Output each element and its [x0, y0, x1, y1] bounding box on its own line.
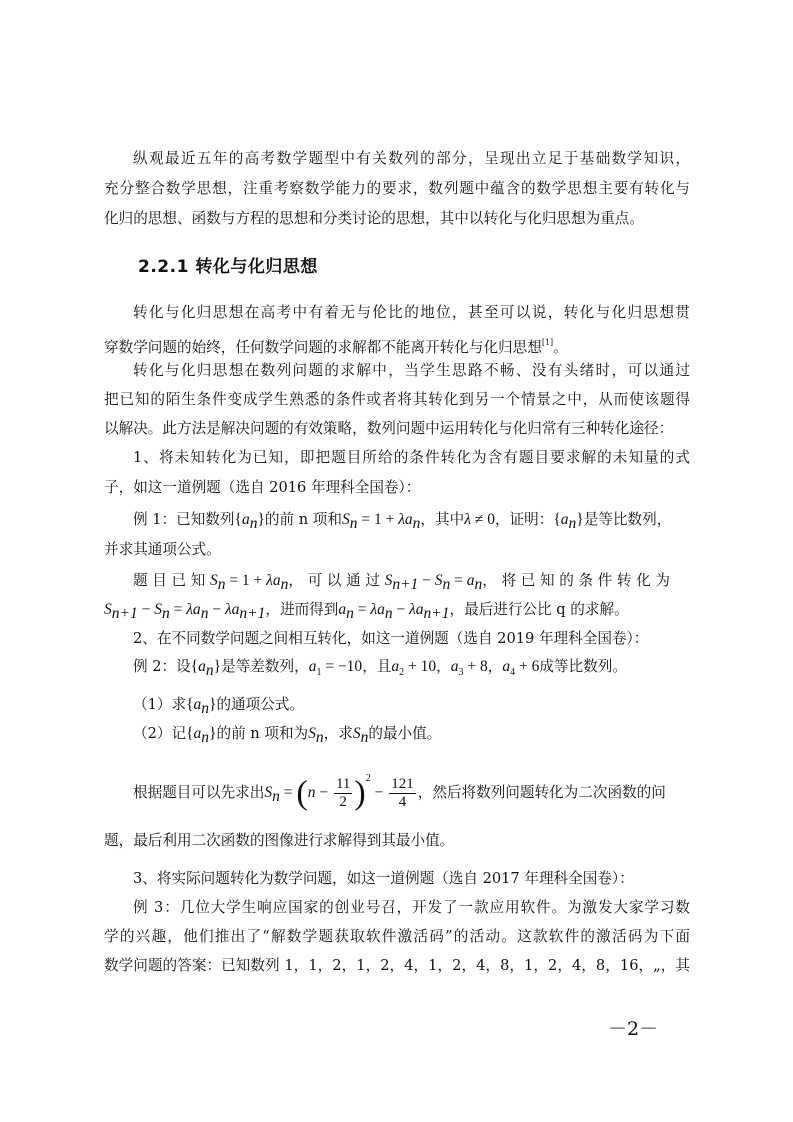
item-2-line-1: 2、在不同数学问题之间相互转化，如这一道例题（选自 2019 年理科全国卷）：: [133, 630, 649, 647]
question-2-text-c: ，求: [323, 725, 353, 742]
math-a2: $a_2 + 10$: [391, 658, 437, 679]
example-2-question-1: [133, 694, 304, 716]
paragraph-method-line-2: 把已知的陌生条件变成学生熟悉的条件或者将其转化到另一个情景之中，从而使该题得: [104, 391, 690, 408]
fraction-121-over-4: $\frac{121}{4}$: [391, 775, 414, 810]
example-1-text-a: 例 1：已知数列: [133, 511, 235, 528]
example-2-text-b: 是等差数列，: [221, 658, 309, 675]
result-text-2: ，然后将数列问题转化为二次函数的问: [417, 784, 666, 801]
example-2-result-line: [133, 771, 690, 815]
example-2-text-c: ，且: [362, 658, 392, 675]
example-1-solution-line-1: [133, 570, 690, 592]
example-1-solution-line-2: [104, 599, 690, 621]
item-1-line-1: 1、将未知转化为已知，即把题目所给的条件转化为含有题目要求解的未知量的式: [133, 449, 690, 466]
example-3-line-1: 例 3：几位大学生响应国家的创业号召，开发了一款应用软件。为激发大家学习数: [133, 899, 690, 916]
math-lambda-condition: λ ≠ 0: [464, 511, 495, 528]
example-3-line-2: 学的兴趣，他们推出了“解数学题获取软件激活码”的活动。这款软件的激活码为下面: [104, 928, 690, 945]
example-2-text-a: 例 2：设: [133, 658, 191, 675]
math-sn-formula: $S_n = 1 + \lambda a_n$: [341, 511, 421, 533]
example-2-result-line-2: 题，最后利用二次函数的图像进行求解得到其最小值。: [104, 832, 455, 849]
question-2-text-a: （2）记: [133, 725, 187, 742]
item-1-line-2: 子，如这一道例题（选自 2016 年理科全国卷）：: [104, 479, 421, 496]
example-2-text-e: ，: [487, 658, 503, 675]
solution-text-4: ，进而得到: [265, 601, 339, 618]
math-sequence-an-5: $\{a_n\}$: [186, 725, 217, 747]
question-1-text-b: 的通项公式。: [216, 696, 305, 713]
paragraph-status-line-2: [104, 332, 690, 354]
question-2-text-d: 的最小值。: [368, 725, 442, 742]
item-3-line-1: 3、将实际问题转化为数学问题，如这一道例题（选自 2017 年理科全国卷）：: [133, 870, 634, 887]
solution-text-2: ， 可 以 通 过: [288, 572, 380, 589]
example-1-text-c: ，其中: [420, 511, 465, 528]
example-1-text-e: 是等比数列，: [583, 511, 672, 528]
paragraph-status-line-1: 转化与化归思想在高考中有着无与伦比的地位，甚至可以说，转化与化归思想贯: [133, 304, 690, 321]
paragraph-method-line-3: 以解决。此方法是解决问题的有效策略，数列问题中运用转化与化归常有三种转化途径：: [104, 420, 674, 437]
math-sequence-an-2: $\{a_n\}$: [553, 511, 584, 533]
math-a3: $a_3 + 8$: [450, 658, 488, 679]
math-result: $a_n = \lambda a_n - \lambda a_{n+1}$: [338, 601, 450, 623]
math-a1: $a_1 = -10$: [308, 658, 363, 679]
section-heading: 2.2.1 转化与化归思想: [138, 257, 318, 277]
math-sn-expression: $S_n = (n$ − $\frac{11}{2}$ )$^2$ − $\frac{121}{4}$: [264, 773, 414, 812]
solution-text-5: ，最后进行公比 q 的求解。: [449, 601, 629, 618]
paragraph-intro-line-1: 纵观最近五年的高考数学题型中有关数列的部分，呈现出立足于基础数学知识，: [133, 150, 690, 167]
math-sequence-an-3: $\{a_n\}$: [190, 658, 222, 680]
math-sequence-an: $\{a_n\}$: [234, 511, 265, 533]
math-sn-2: $S_n$: [352, 725, 369, 747]
math-sequence-an-4: $\{a_n\}$: [186, 696, 217, 718]
example-2-text-d: ，: [436, 658, 451, 675]
paragraph-intro-line-3: 化归的思想、函数与方程的思想和分类讨论的思想，其中以转化与化归思想为重点。: [104, 210, 644, 227]
math-sn-given: $S_n = 1 + \lambda a_n$: [209, 572, 289, 594]
math-sn-difference: $S_{n+1} - S_n = a_n$: [384, 572, 483, 594]
question-1-text-a: （1）求: [133, 696, 187, 713]
example-1-text-d: ，证明：: [494, 511, 554, 528]
result-text-1: 根据题目可以先求出: [133, 784, 265, 801]
math-sn: $S_n$: [308, 725, 324, 747]
fraction-11-over-2: $\frac{11}{2}$: [335, 775, 351, 810]
paragraph-method-line-1: 转化与化归思想在数列问题的求解中，当学生思路不畅、没有头绪时，可以通过: [133, 362, 690, 379]
math-a4: $a_4 + 6$: [502, 658, 540, 679]
paragraph-status-text: 穿数学问题的始终，任何数学问题的求解都不能离开转化与化归思想: [104, 339, 542, 356]
citation-marker[interactable]: [1]: [541, 338, 554, 347]
paragraph-intro-line-2: 充分整合数学思想，注重考察数学能力的要求，数列题中蕴含的数学思想主要有转化与: [104, 180, 690, 197]
solution-text-1: 题 目 已 知: [133, 572, 206, 589]
example-3-line-3: 数学问题的答案：已知数列 1，1，2，1，2，4，1，2，4，8，1，2，4，8，16，„，其: [104, 957, 690, 974]
example-1-text-b: 的前 n 项和: [264, 511, 342, 528]
example-2-text-f: 成等比数列。: [539, 658, 627, 675]
paragraph-status-end: 。: [553, 339, 568, 356]
page-number: －2－: [608, 1018, 659, 1040]
example-1-line-2: 并求其通项公式。: [104, 541, 221, 558]
question-2-text-b: 的前 n 项和为: [216, 725, 309, 742]
math-transformed: $S_{n+1} - S_n = \lambda a_n - \lambda a_{n+1}$: [104, 601, 266, 623]
solution-text-3: ， 将 已 知 的 条 件 转 化 为: [482, 572, 670, 589]
example-2-question-2: [133, 723, 441, 745]
example-2-line-1: [133, 656, 690, 678]
example-1-line-1: [133, 509, 690, 531]
